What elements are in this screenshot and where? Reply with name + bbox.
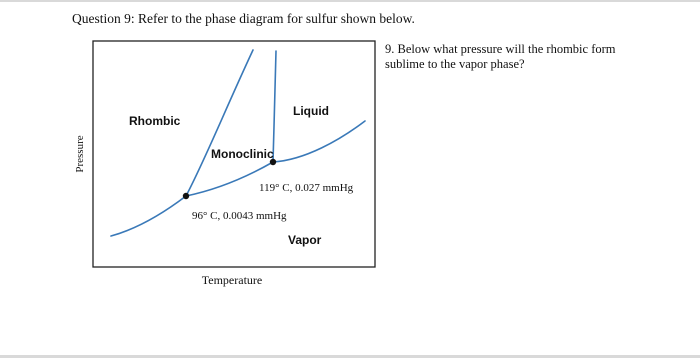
y-axis-label: Pressure: [74, 135, 86, 173]
sublimation-curve-rhombic: [111, 196, 186, 236]
rhombic-monoclinic-boundary: [186, 50, 253, 196]
region-label-liquid: Liquid: [293, 104, 329, 118]
triple-point-label-96: 96° C, 0.0043 mmHg: [192, 210, 287, 222]
vaporization-curve: [273, 121, 365, 162]
x-axis-label: Temperature: [201, 273, 263, 287]
rhombic-liquid-boundary: [273, 51, 276, 162]
region-label-rhombic: Rhombic: [129, 114, 181, 128]
region-label-monoclinic: Monoclinic: [211, 147, 274, 161]
region-label-vapor: Vapor: [288, 233, 322, 247]
sub-question-text: 9. Below what pressure will the rhombic form sublime to the vapor phase?: [385, 42, 616, 71]
question-heading: Question 9: Refer to the phase diagram for sulfur shown below.: [72, 11, 415, 26]
triple-point-rhombic-monoclinic-vapor: [183, 193, 189, 199]
triple-point-label-119: 119° C, 0.027 mmHg: [259, 182, 354, 194]
